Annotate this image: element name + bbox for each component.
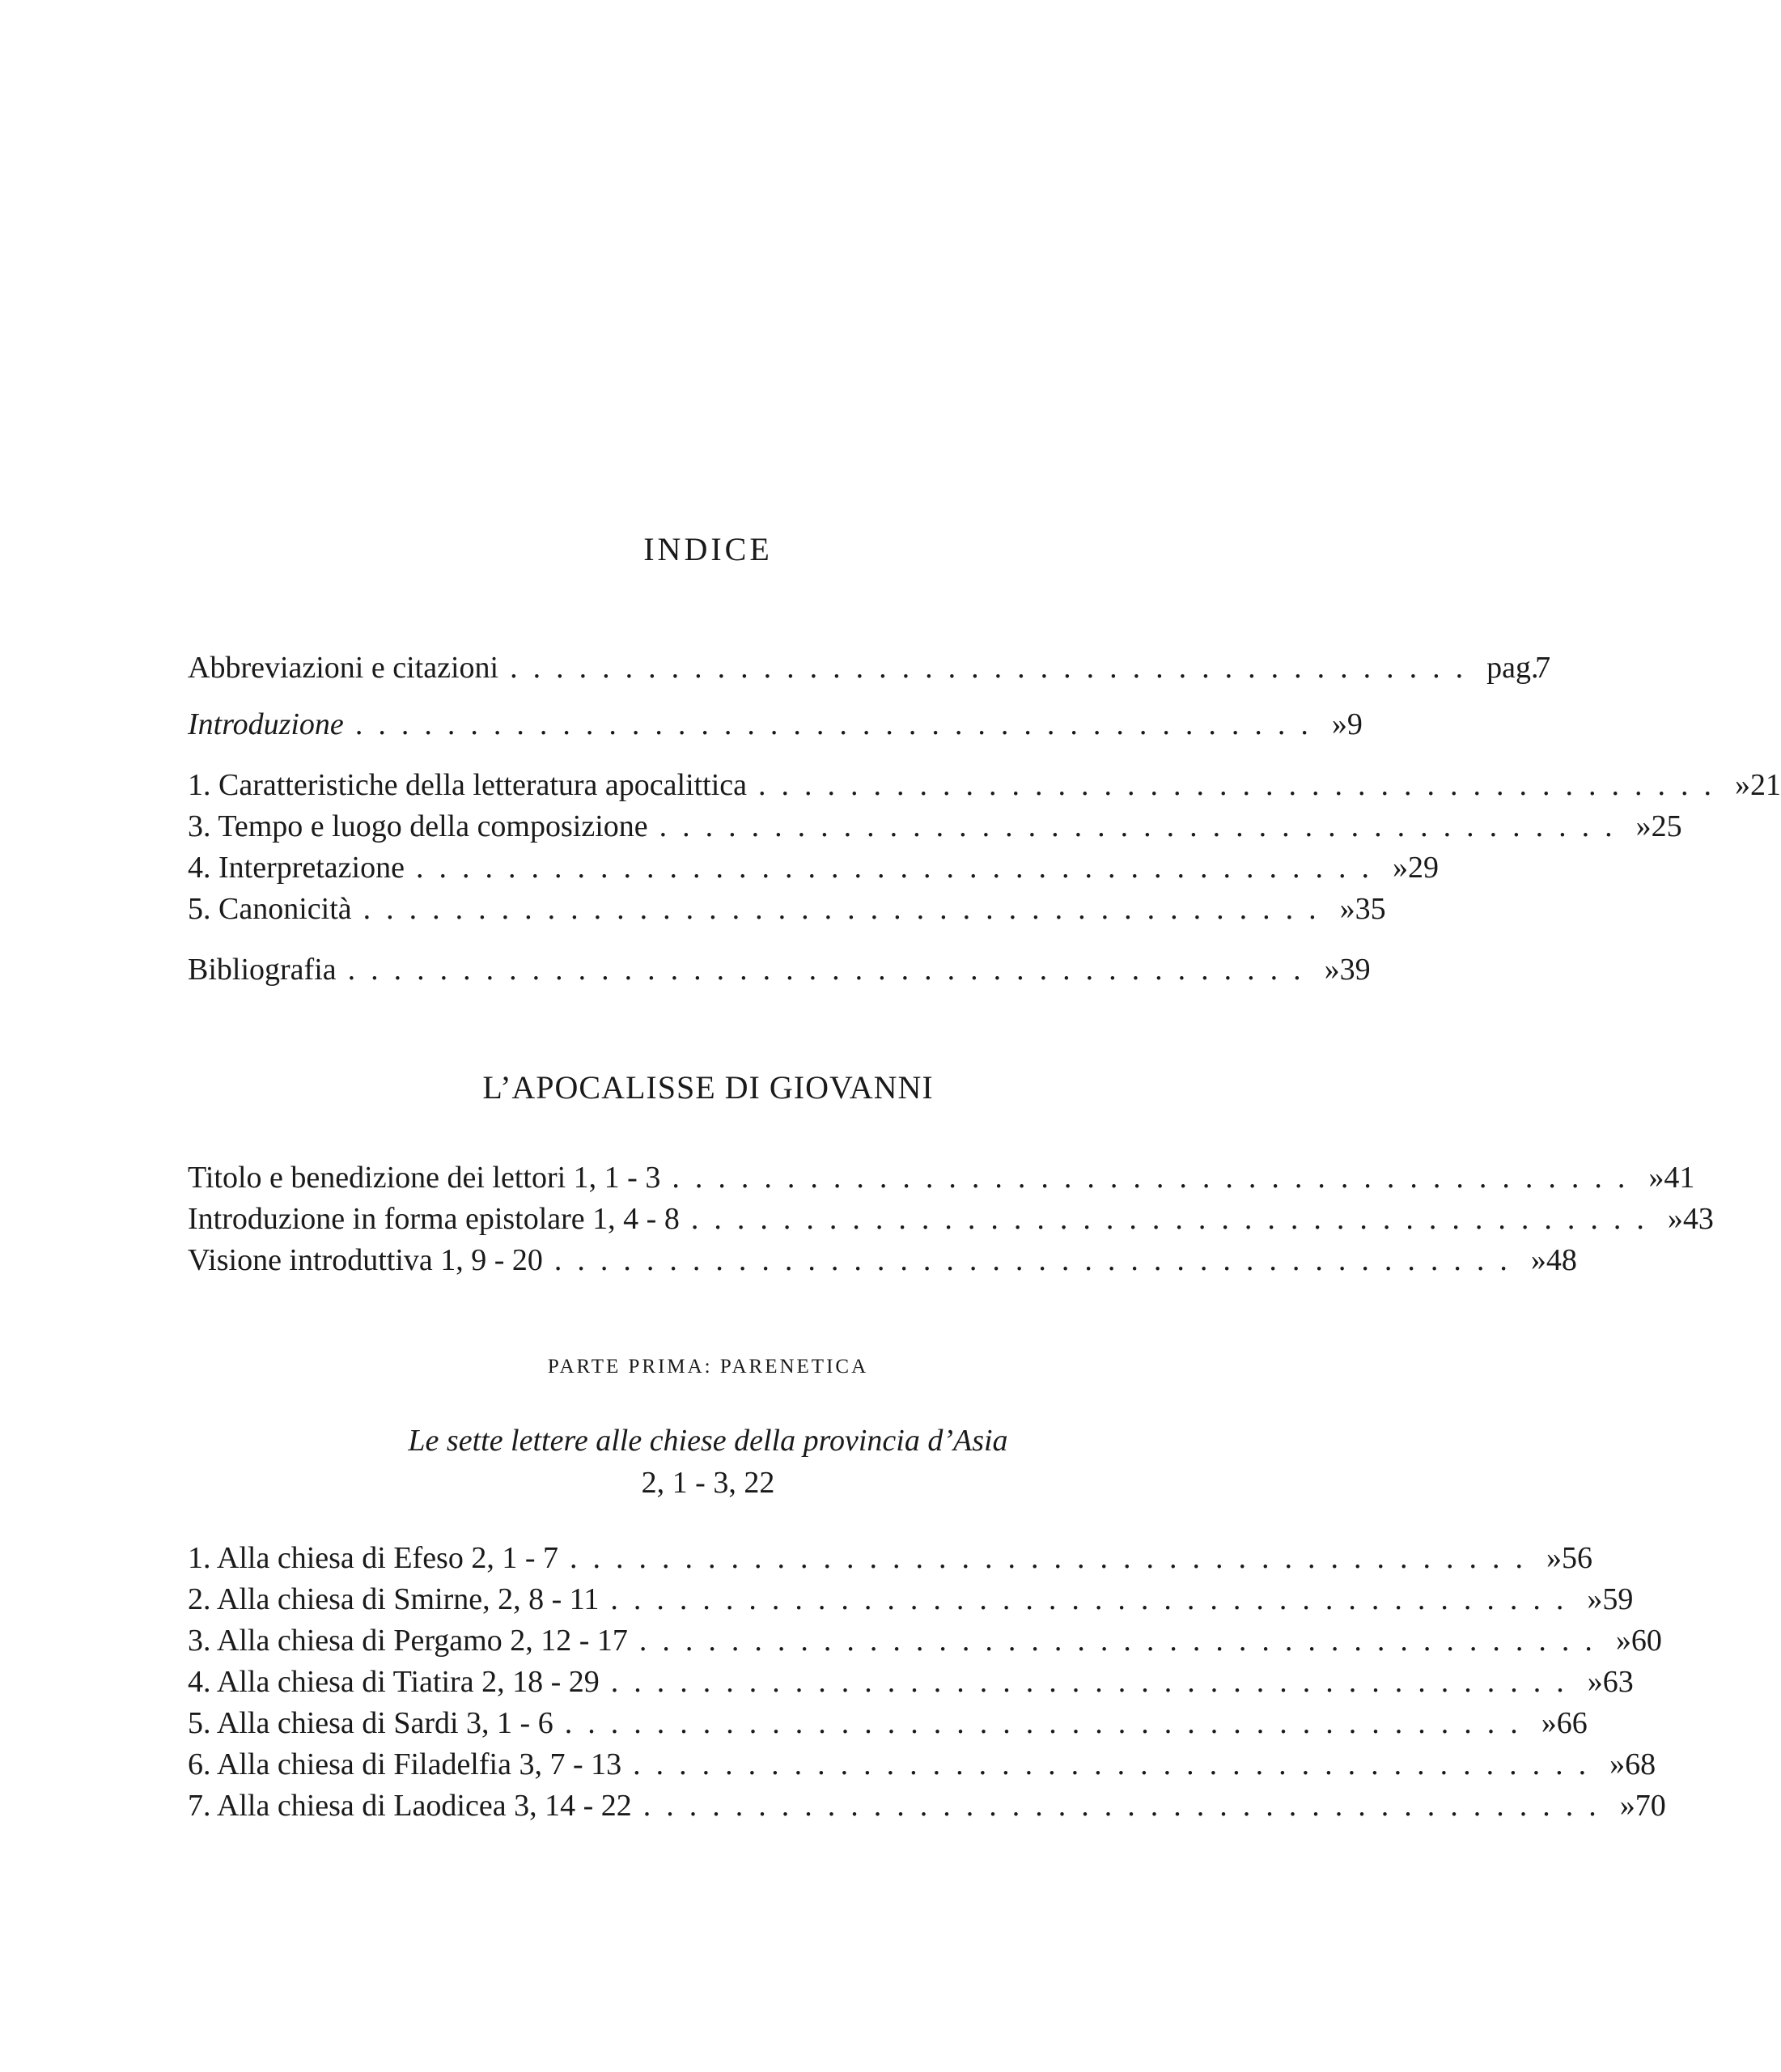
- toc-entry-page: 35: [1355, 892, 1386, 926]
- toc-entry: [188, 806, 1682, 847]
- leader-dots: ..........................................: [610, 1665, 1580, 1699]
- leader-dots: ..........................................: [354, 707, 1324, 741]
- toc-entry-page: 63: [1602, 1665, 1634, 1699]
- toc-entry-label: 5. Alla chiesa di Sardi 3, 1 - 6: [188, 1706, 553, 1740]
- toc-entry: [188, 1744, 1656, 1785]
- toc-entry: [188, 1785, 1666, 1826]
- toc-entry: [188, 648, 1551, 688]
- toc-entry-prefix: »: [1735, 768, 1751, 802]
- toc-entry-page: 66: [1556, 1706, 1588, 1740]
- toc-entry-page: 39: [1339, 953, 1371, 987]
- toc-entry-label: Bibliografia: [188, 953, 337, 987]
- toc-entry-page: 59: [1602, 1582, 1634, 1616]
- toc-entry-page: 68: [1625, 1747, 1656, 1781]
- toc-entry-page: 70: [1635, 1789, 1666, 1823]
- toc-entry-label: 4. Interpretazione: [188, 851, 405, 885]
- leader-dots: ..........................................: [610, 1582, 1580, 1616]
- toc-entry: [188, 1579, 1634, 1620]
- leader-dots: ..........................................: [363, 892, 1332, 926]
- toc-entry-page: 41: [1664, 1161, 1695, 1195]
- toc-entry-page: 29: [1407, 851, 1439, 885]
- toc-entry-prefix: »: [1587, 1665, 1603, 1699]
- toc-entry: [188, 1157, 1695, 1198]
- toc-entry-page: 60: [1630, 1624, 1662, 1658]
- toc-entry-prefix: »: [1541, 1706, 1557, 1740]
- toc-entry-page: 9: [1346, 707, 1363, 741]
- leader-dots: ..........................................: [638, 1624, 1608, 1658]
- leader-dots: ..........................................: [659, 809, 1628, 843]
- toc-entry-label: 1. Caratteristiche della letteratura apocalittica: [188, 768, 748, 802]
- leader-dots: ..........................................: [758, 768, 1728, 802]
- toc-entry: [188, 1620, 1662, 1661]
- toc-entry: [188, 704, 1363, 745]
- toc-entry-prefix: »: [1324, 953, 1340, 987]
- part-subheading: Le sette lettere alle chiese della provincia d’Asia: [408, 1424, 1008, 1458]
- toc-entry: [188, 765, 1781, 805]
- leader-dots: ..........................................: [553, 1243, 1523, 1277]
- toc-entry: [188, 889, 1386, 929]
- toc-entry-label: 2. Alla chiesa di Smirne, 2, 8 - 11: [188, 1582, 600, 1616]
- part-title: PARTE PRIMA: PARENETICA: [547, 1356, 869, 1378]
- part-subheading-reference: 2, 1 - 3, 22: [641, 1466, 775, 1500]
- toc-entry-label: 7. Alla chiesa di Laodicea 3, 14 - 22: [188, 1789, 632, 1823]
- leader-dots: ..........................................: [672, 1161, 1641, 1195]
- page-title: INDICE: [643, 531, 773, 567]
- toc-entry-prefix: pag.: [1486, 651, 1539, 685]
- toc-entry-label: Visione introduttiva 1, 9 - 20: [188, 1243, 543, 1277]
- toc-entry-label: Introduzione in forma epistolare 1, 4 - 8: [188, 1202, 680, 1236]
- toc-entry-page: 7: [1535, 651, 1551, 685]
- toc-entry: [188, 1703, 1588, 1743]
- toc-entry-prefix: »: [1587, 1582, 1603, 1616]
- toc-entry-page: 25: [1651, 809, 1682, 843]
- leader-dots: ..........................................: [570, 1541, 1539, 1575]
- toc-entry: [188, 847, 1439, 888]
- toc-entry-page: 43: [1682, 1202, 1714, 1236]
- toc-entry: [188, 949, 1371, 990]
- leader-dots: ..........................................: [415, 851, 1385, 885]
- toc-entry-label: Introduzione: [188, 707, 344, 741]
- toc-entry-prefix: »: [1609, 1747, 1626, 1781]
- toc-entry-label: 3. Tempo e luogo della composizione: [188, 809, 648, 843]
- toc-entry-prefix: »: [1331, 707, 1347, 741]
- toc-entry-page: 48: [1546, 1243, 1577, 1277]
- toc-entry-prefix: »: [1615, 1624, 1631, 1658]
- toc-entry-label: Abbreviazioni e citazioni: [188, 651, 499, 685]
- leader-dots: ..........................................: [510, 651, 1479, 685]
- toc-entry-label: 5. Canonicità: [188, 892, 352, 926]
- toc-entry: [188, 1538, 1593, 1578]
- toc-entry-prefix: »: [1392, 851, 1408, 885]
- toc-entry-prefix: »: [1635, 809, 1652, 843]
- toc-entry-label: Titolo e benedizione dei lettori 1, 1 - 3: [188, 1161, 661, 1195]
- toc-entry: [188, 1240, 1577, 1280]
- toc-entry-label: 3. Alla chiesa di Pergamo 2, 12 - 17: [188, 1624, 628, 1658]
- toc-entry-prefix: »: [1530, 1243, 1546, 1277]
- toc-entry-prefix: »: [1667, 1202, 1683, 1236]
- section-title: L’APOCALISSE DI GIOVANNI: [482, 1069, 934, 1106]
- toc-entry-label: 4. Alla chiesa di Tiatira 2, 18 - 29: [188, 1665, 600, 1699]
- toc-entry-prefix: »: [1648, 1161, 1664, 1195]
- toc-entry-label: 1. Alla chiesa di Efeso 2, 1 - 7: [188, 1541, 559, 1575]
- leader-dots: ..........................................: [633, 1747, 1602, 1781]
- leader-dots: ..........................................: [690, 1202, 1660, 1236]
- toc-entry-label: 6. Alla chiesa di Filadelfia 3, 7 - 13: [188, 1747, 622, 1781]
- toc-entry-prefix: »: [1339, 892, 1355, 926]
- toc-entry: [188, 1662, 1634, 1702]
- toc-entry-prefix: »: [1546, 1541, 1563, 1575]
- leader-dots: ..........................................: [642, 1789, 1612, 1823]
- leader-dots: ..........................................: [347, 953, 1317, 987]
- toc-entry-prefix: »: [1619, 1789, 1635, 1823]
- toc-entry: [188, 1199, 1714, 1239]
- toc-entry-page: 21: [1750, 768, 1781, 802]
- toc-entry-page: 56: [1562, 1541, 1593, 1575]
- leader-dots: ..........................................: [564, 1706, 1533, 1740]
